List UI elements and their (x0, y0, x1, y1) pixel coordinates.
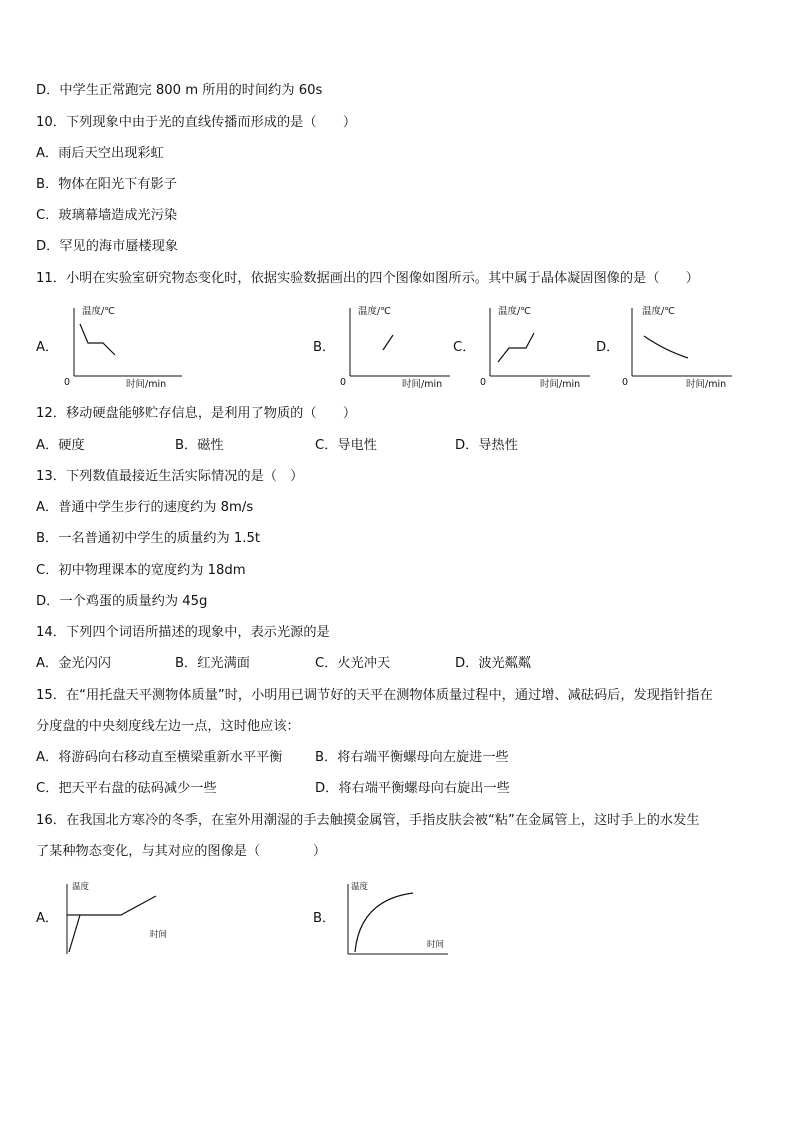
q16b-ylabel: 温度 (351, 882, 369, 892)
q11-graph-a (58, 298, 193, 394)
q15-option-b: B．将右端平衡螺母向左旋进一些 (315, 750, 509, 765)
q12-stem: 12．移动硬盘能够贮存信息，是利用了物质的（ ） (36, 406, 357, 421)
q12-option-d: D．导热性 (455, 438, 518, 453)
q13-stem: 13．下列数值最接近生活实际情况的是（ ） (36, 469, 304, 484)
q11-graph-b (334, 298, 459, 394)
q14-option-b: B．红光满面 (175, 656, 250, 671)
q11b-origin: 0 (340, 377, 347, 388)
q16-label-a: A． (36, 911, 59, 926)
q11-label-d: D． (596, 340, 620, 355)
q11c-origin: 0 (480, 377, 487, 388)
q14-stem: 14．下列四个词语所描述的现象中，表示光源的是 (36, 625, 330, 640)
q11a-curve (80, 324, 115, 355)
q15-option-a: A．将游码向右移动直至横梁重新水平平衡 (36, 750, 283, 765)
q11-graph-d (616, 298, 746, 394)
q11-label-c: C． (453, 340, 476, 355)
q11-graph-c (474, 298, 599, 394)
q11a-ylabel: 温度/℃ (82, 306, 115, 317)
q16-label-b: B． (313, 911, 336, 926)
q11-stem: 11．小明在实验室研究物态变化时，依据实验数据画出的四个图像如图所示。其中属于晶体凝固图像的是（ ） (36, 271, 699, 286)
q12-option-a: A．硬度 (36, 438, 85, 453)
q11-label-a: A． (36, 340, 59, 355)
q14-option-a: A．金光闪闪 (36, 656, 111, 671)
q12-option-b: B．磁性 (175, 438, 224, 453)
q16a-xlabel: 时间 (150, 930, 168, 940)
q16-graph-a (58, 876, 173, 960)
q15-stem-1: 15．在“用托盘天平测物体质量”时，小明用已调节好的天平在测物体质量过程中，通过增、减砝码后，发现指针指在 (36, 688, 713, 703)
q12-option-c: C．导电性 (315, 438, 377, 453)
q11a-origin: 0 (64, 377, 71, 388)
q11c-ylabel: 温度/℃ (498, 306, 531, 317)
q11b-ylabel: 温度/℃ (358, 306, 391, 317)
q10-stem: 10．下列现象中由于光的直线传播而形成的是（ ） (36, 115, 357, 130)
q11c-xlabel: 时间/min (540, 379, 581, 390)
q11b-curve (383, 335, 393, 350)
q13-option-a: A．普通中学生步行的速度约为 8m/s (36, 500, 254, 515)
q13-option-b: B．一名普通初中学生的质量约为 1.5t (36, 531, 261, 546)
q11-label-b: B． (313, 340, 336, 355)
q11d-xlabel: 时间/min (686, 379, 727, 390)
q11d-origin: 0 (622, 377, 629, 388)
q10-option-c: C．玻璃幕墙造成光污染 (36, 208, 178, 223)
q15-option-d: D．将右端平衡螺母向右旋出一些 (315, 781, 510, 796)
q11b-xlabel: 时间/min (402, 379, 443, 390)
q15-option-c: C．把天平右盘的砝码减少一些 (36, 781, 217, 796)
q10-option-a: A．雨后天空出现彩虹 (36, 146, 164, 161)
q11d-ylabel: 温度/℃ (642, 306, 675, 317)
q16-stem-1: 16．在我国北方寒冷的冬季，在室外用潮湿的手去触摸金属管，手指皮肤会被“粘”在金属管上，这时手上的水发生 (36, 813, 700, 828)
q9-option-d: D．中学生正常跑完 800 m 所用的时间约为 60s (36, 83, 323, 98)
q16b-curve (355, 893, 413, 952)
q11c-curve (498, 333, 534, 362)
q13-option-d: D．一个鸡蛋的质量约为 45g (36, 594, 208, 609)
q10-option-b: B．物体在阳光下有影子 (36, 177, 177, 192)
q14-option-c: C．火光冲天 (315, 656, 391, 671)
q11d-curve (644, 336, 688, 358)
q16b-xlabel: 时间 (427, 940, 445, 950)
q16a-ylabel: 温度 (72, 882, 90, 892)
q15-stem-2: 分度盘的中央刻度线左边一点，这时他应该： (36, 719, 300, 734)
q10-option-d: D．罕见的海市蜃楼现象 (36, 239, 179, 254)
q16-graph-b (338, 876, 458, 960)
q14-option-d: D．波光粼粼 (455, 656, 532, 671)
q11a-xlabel: 时间/min (126, 379, 167, 390)
q13-option-c: C．初中物理课本的宽度约为 18dm (36, 563, 246, 578)
q16-stem-2: 了某种物态变化，与其对应的图像是（ ） (36, 844, 327, 859)
q16a-curve (69, 896, 156, 952)
